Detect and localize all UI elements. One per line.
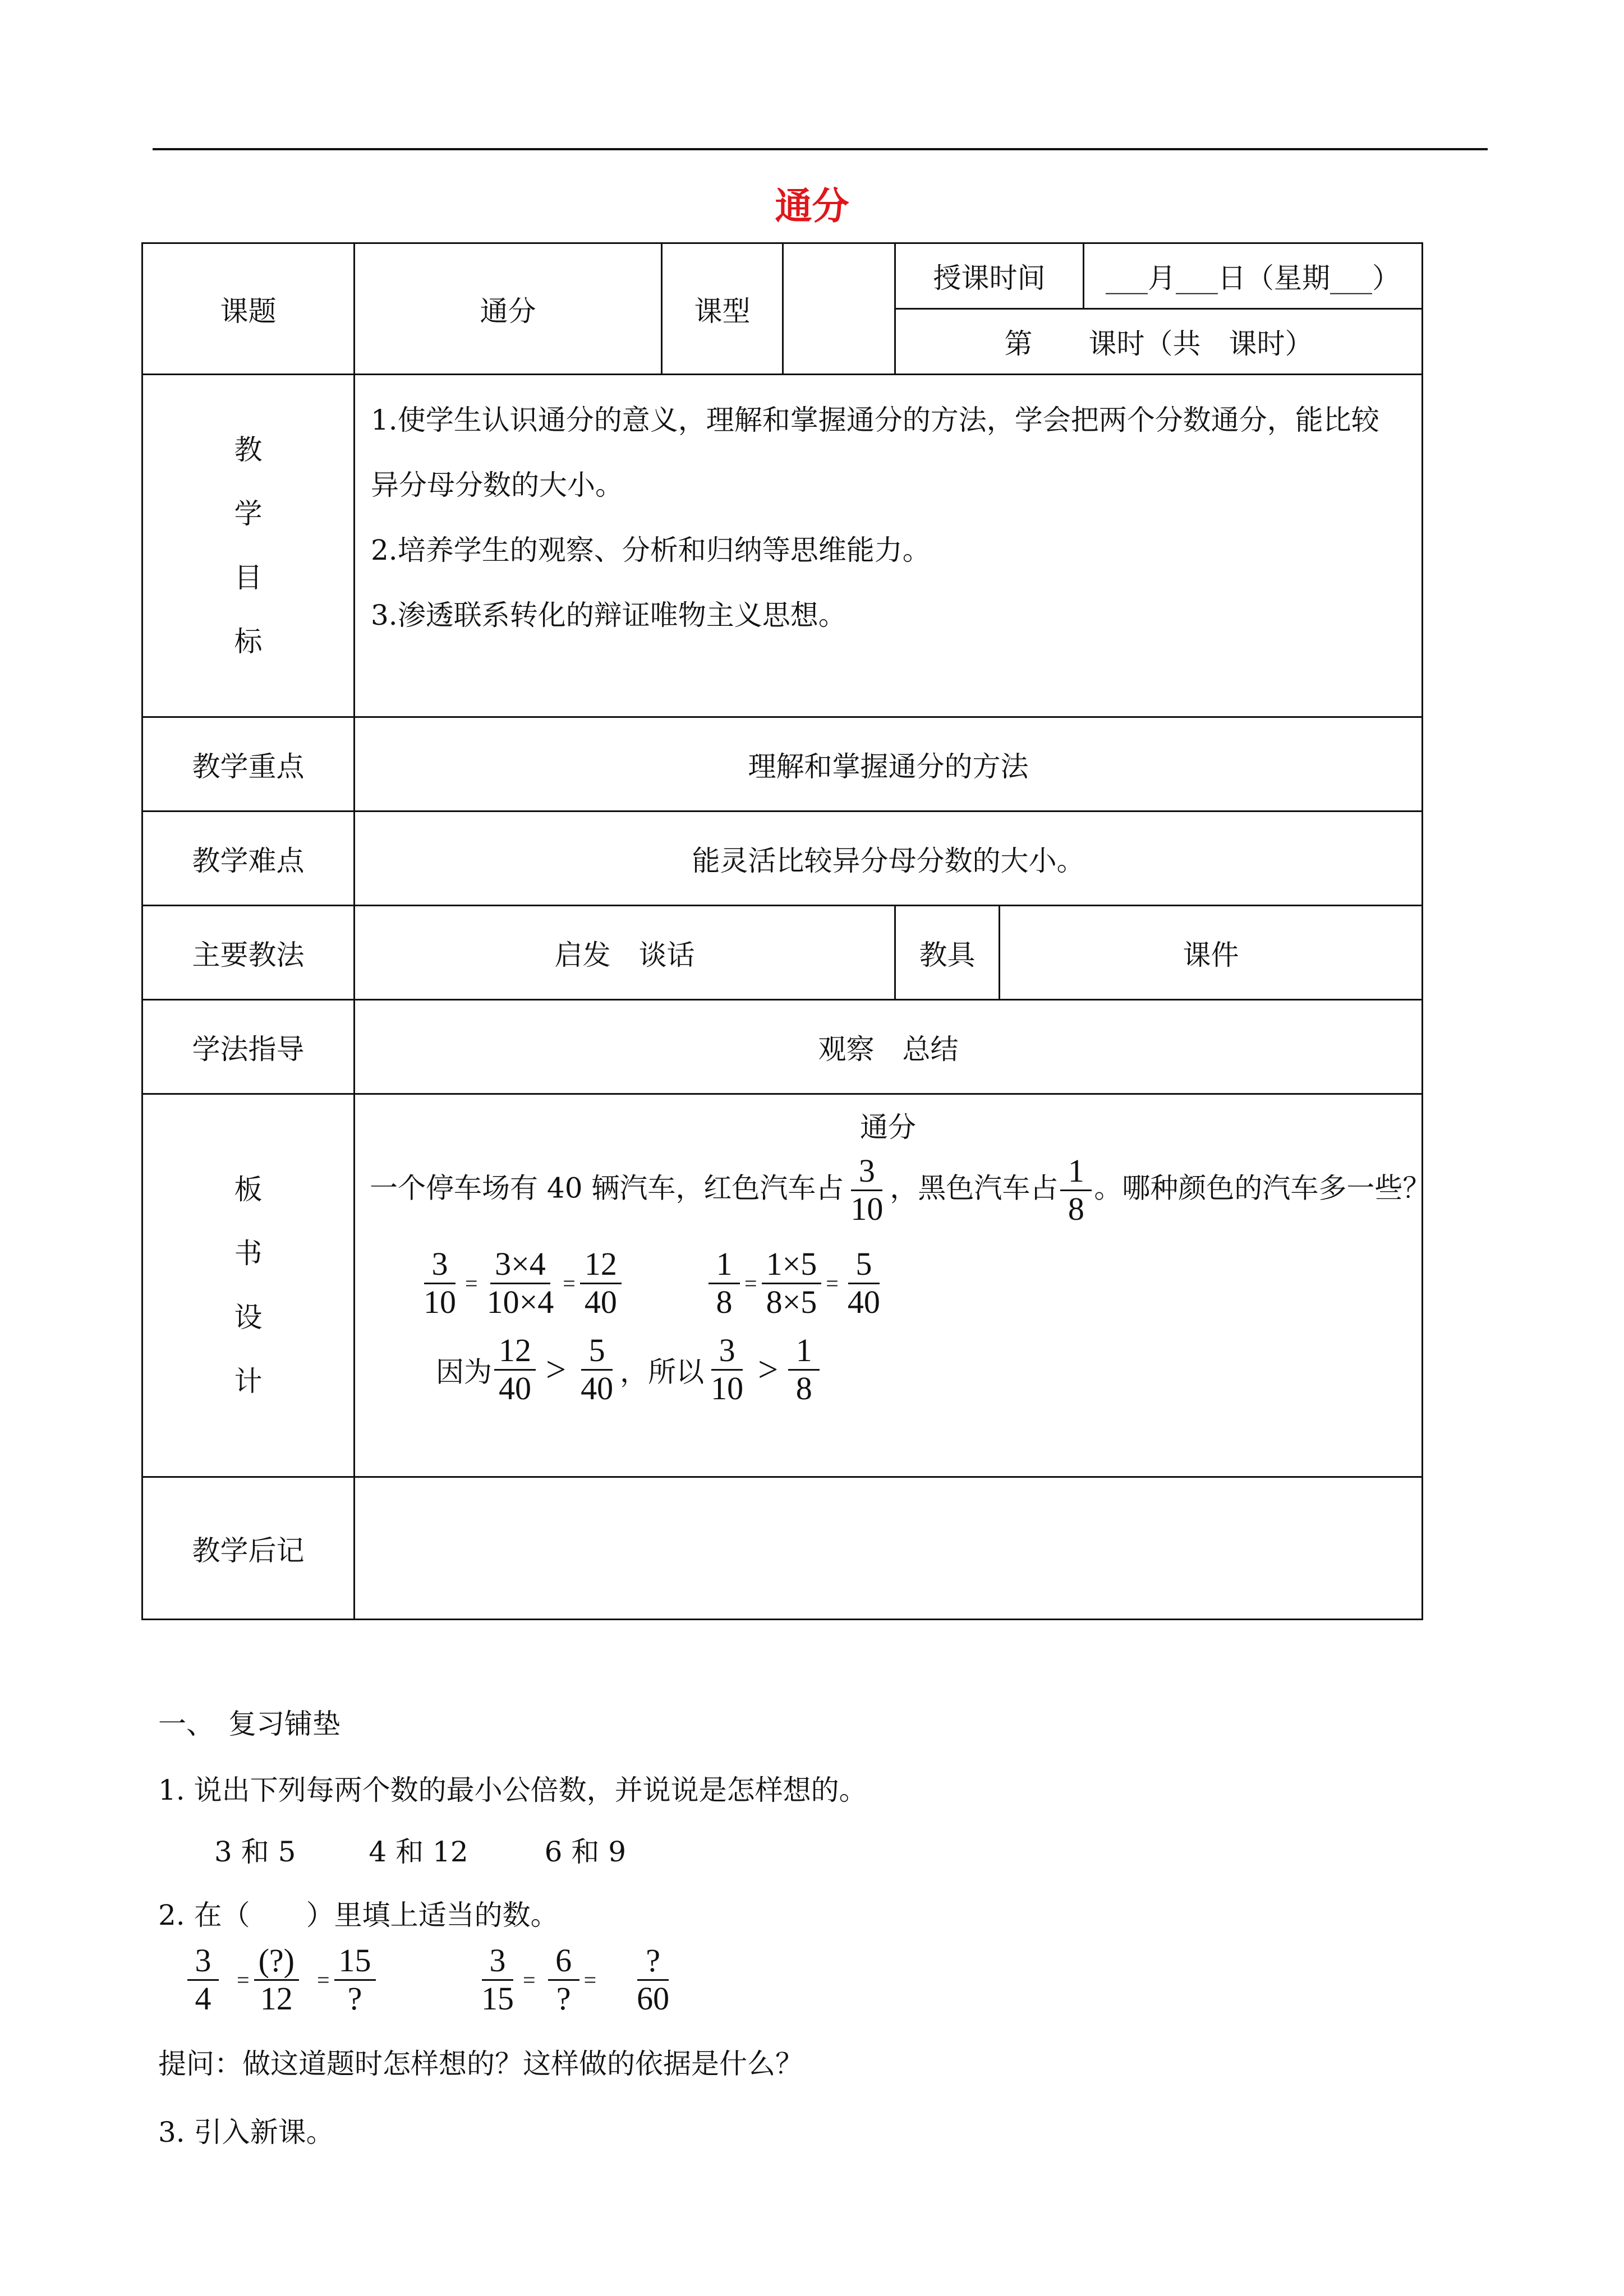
document-title: 通分 [775,184,849,228]
board-label: 板 书 设 计 [142,1094,355,1477]
fraction: $\frac{15}{?}$ [334,1943,376,2017]
board-equation-2: $\frac{1}{8}$ = $\frac{1\times 5}{8\times 5}$ = $\frac{5}{40}$ [706,1246,887,1321]
period-text: 第 课时（共 课时） [895,309,1423,375]
time-label: 授课时间 [895,243,1084,309]
pair: 4 和 12 [369,1836,468,1868]
topic-label: 课题 [142,243,355,375]
key-point-value: 理解和掌握通分的方法 [355,717,1423,812]
review-pairs [214,1829,626,1870]
board-problem: 一个停车场有 40 辆汽车，红色汽车占 $\frac{3}{10}$ ，黑色汽车占 $\frac{1}{8}$ 。哪种颜色的汽车多一些？ [370,1152,1431,1227]
pair: 6 和 9 [544,1836,627,1868]
fraction: $\frac{(?)}{12}$ [254,1943,299,2017]
goals-label: 教 学 目 标 [142,375,355,717]
board-comparison: 因为 $\frac{12}{40}$ > $\frac{5}{40}$ ，所以 $\frac{3}{10}$ > $\frac{1}{8}$ [436,1333,822,1407]
header-rule [153,148,1488,150]
fraction: $\frac{3}{4}$ [187,1943,219,2017]
goal-line: 异分母分数的大小。 [371,469,623,501]
fraction: $\frac{12}{40}$ [580,1246,622,1321]
type-label: 课型 [662,243,783,375]
review-equation-1: $\frac{3}{4}$ = $\frac{(?)}{12}$ = $\frac{15}{?}$ [185,1943,378,2017]
fraction: $\frac{3}{15}$ [481,1942,514,2017]
fraction: $\frac{1}{8}$ [709,1246,740,1321]
fraction: $\frac{?}{60}$ [637,1942,670,2017]
difficulty-label: 教学难点 [142,812,355,906]
goal-line: 1.使学生认识通分的意义，理解和掌握通分的方法，学会把两个分数通分，能比较 [371,404,1379,436]
fraction: $\frac{3}{10}$ [424,1246,456,1320]
guide-label: 学法指导 [142,1000,355,1094]
fraction: $\frac{3}{10}$ [850,1152,884,1227]
fraction: $\frac{3}{10}$ [711,1332,744,1407]
review-heading: 一、 复习铺垫 [158,1708,341,1740]
time-value: ___月___日（星期___） [1084,243,1423,309]
fraction: $\frac{12}{40}$ [494,1333,536,1407]
fraction: $\frac{1\times 5}{8\times 5}$ [762,1246,822,1321]
fraction: $\frac{5}{40}$ [581,1332,614,1407]
review-question-2: 2. 在（ ）里填上适当的数。 [158,1899,559,1931]
key-point-label: 教学重点 [142,717,355,812]
goal-line: 2.培养学生的观察、分析和归纳等思维能力。 [371,534,931,566]
method-value: 启发 谈话 [355,906,895,1000]
fraction: $\frac{6}{?}$ [548,1943,579,2017]
goals-content [355,375,1423,717]
review-question-1: 1. 说出下列每两个数的最小公倍数，并说说是怎样想的。 [158,1774,867,1806]
afterword-value [355,1477,1423,1620]
review-prompt: 提问：做这道题时怎样想的？这样做的依据是什么？ [158,2048,803,2080]
tools-label: 教具 [895,906,1000,1000]
review-question-3: 3. 引入新课。 [158,2116,334,2149]
board-title: 通分 [860,1111,916,1144]
review-equation-2: $\frac{3}{15}$ = $\frac{6}{?}$ = $\frac{?}{60}$ [475,1943,676,2017]
fraction: $\frac{3\times 4}{10\times 4}$ [486,1246,554,1320]
board-design [355,1094,1431,1477]
difficulty-value: 能灵活比较异分母分数的大小。 [355,812,1423,906]
board-equation-1: $\frac{3}{10}$ = $\frac{3\times 4}{10\times 4}$ = $\frac{12}{40}$ [417,1246,624,1321]
lesson-plan-table [141,242,1431,1620]
fraction: $\frac{1}{8}$ [1060,1153,1092,1228]
fraction: $\frac{5}{40}$ [847,1246,880,1320]
fraction: $\frac{1}{8}$ [788,1333,820,1407]
tools-value: 课件 [1000,906,1423,1000]
topic-value: 通分 [355,243,662,375]
guide-value: 观察 总结 [355,1000,1423,1094]
method-label: 主要教法 [142,906,355,1000]
afterword-label: 教学后记 [142,1477,355,1620]
goal-line: 3.渗透联系转化的辩证唯物主义思想。 [371,599,846,631]
pair: 3 和 5 [214,1836,296,1868]
type-value [783,243,895,375]
